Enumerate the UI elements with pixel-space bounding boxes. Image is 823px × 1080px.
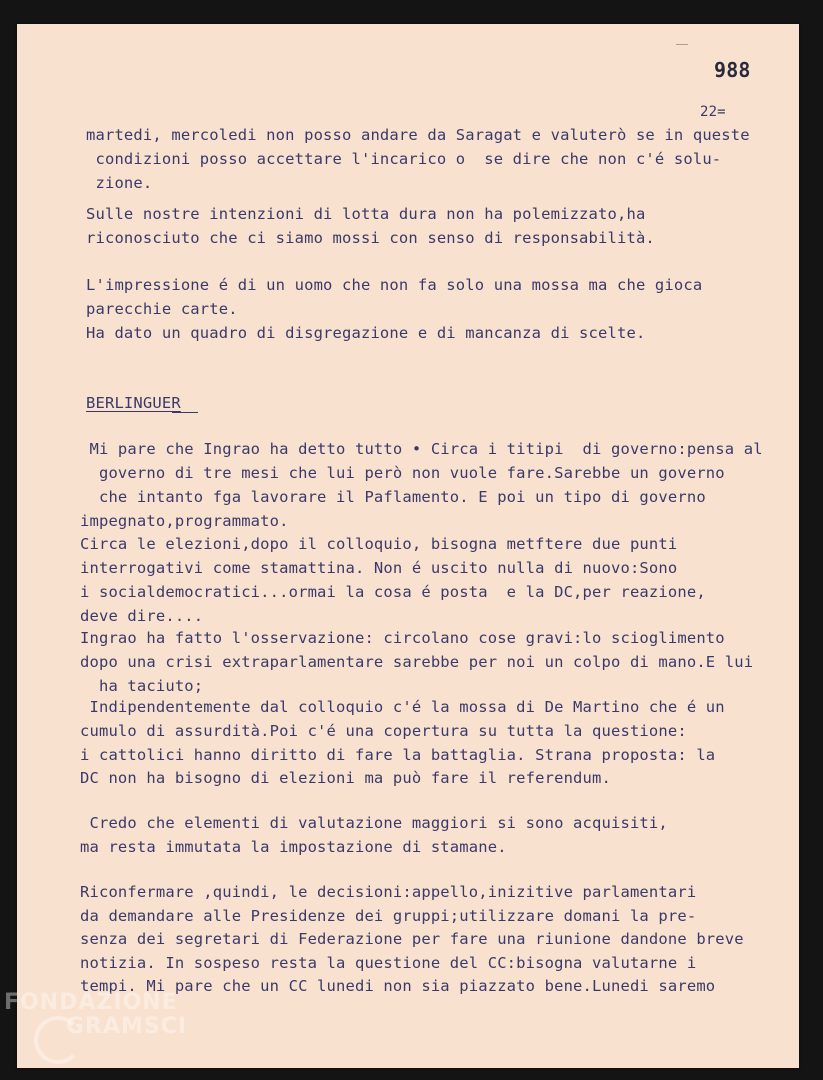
text-line: Credo che elementi di valutazione maggiori si sono acquisiti,: [80, 814, 668, 832]
text-line: cumulo di assurdità.Poi c'é una copertura su tutta la questione:: [80, 722, 687, 740]
text-line: deve dire....: [80, 607, 204, 625]
text-line: i cattolici hanno diritto di fare la battaglia. Strana proposta: la: [80, 746, 716, 764]
text-line: Riconfermare ,quindi, le decisioni:appello,inizitive parlamentari: [80, 883, 697, 901]
text-line: da demandare alle Presidenze dei gruppi;utilizzare domani la pre-: [80, 907, 697, 925]
watermark-line2: GRAMSCI: [66, 1014, 188, 1039]
text-line: Sulle nostre intenzioni di lotta dura non ha polemizzato,ha: [86, 205, 646, 223]
text-line: senza dei segretari di Federazione per fare una riunione dandone breve: [80, 930, 744, 948]
text-line: dopo una crisi extraparlamentare sarebbe per noi un colpo di mano.E lui: [80, 653, 754, 671]
margin-mark: [676, 44, 688, 45]
text-line: Circa le elezioni,dopo il colloquio, bisogna metftere due punti: [80, 535, 678, 553]
section-heading: BERLINGUER: [86, 394, 181, 412]
page-number: 988: [714, 58, 751, 82]
text-line: ma resta immutata la impostazione di stamane.: [80, 838, 507, 856]
text-line: riconosciuto che ci siamo mossi con senso di responsabilità.: [86, 229, 655, 247]
text-line: Indipendentemente dal colloquio c'é la mossa di De Martino che é un: [80, 698, 725, 716]
text-line: Mi pare che Ingrao ha detto tutto • Circa i titipi di governo:pensa al: [80, 440, 763, 458]
text-line: ha taciuto;: [80, 677, 204, 695]
text-line: interrogativi come stamattina. Non é uscito nulla di nuovo:Sono: [80, 559, 678, 577]
text-line: parecchie carte.: [86, 300, 238, 318]
text-line: L'impressione é di un uomo che non fa solo una mossa ma che gioca: [86, 276, 703, 294]
watermark: [4, 990, 214, 1070]
heading-underline-extension: [172, 412, 198, 413]
text-line: che intanto fga lavorare il Paflamento. E poi un tipo di governo: [80, 488, 706, 506]
text-line: condizioni posso accettare l'incarico o se dire che non c'é solu-: [86, 150, 722, 168]
text-line: zione.: [86, 174, 153, 192]
text-line: impegnato,programmato.: [80, 512, 289, 530]
text-line: tempi. Mi pare che un CC lunedi non sia piazzato bene.Lunedi saremo: [80, 977, 716, 995]
text-line: martedi, mercoledi non posso andare da Saragat e valuterò se in queste: [86, 126, 750, 144]
text-line: DC non ha bisogno di elezioni ma può fare il referendum.: [80, 769, 611, 787]
text-line: i socialdemocratici...ormai la cosa é posta e la DC,per reazione,: [80, 583, 706, 601]
text-line: Ha dato un quadro di disgregazione e di mancanza di scelte.: [86, 324, 646, 342]
text-line: Ingrao ha fatto l'osservazione: circolano cose gravi:lo scioglimento: [80, 629, 725, 647]
watermark-line1: FONDAZIONE: [4, 990, 178, 1015]
sub-page-number: 22=: [700, 104, 726, 120]
text-line: notizia. In sospeso resta la questione del CC:bisogna valutarne i: [80, 954, 697, 972]
text-line: governo di tre mesi che lui però non vuole fare.Sarebbe un governo: [80, 464, 725, 482]
